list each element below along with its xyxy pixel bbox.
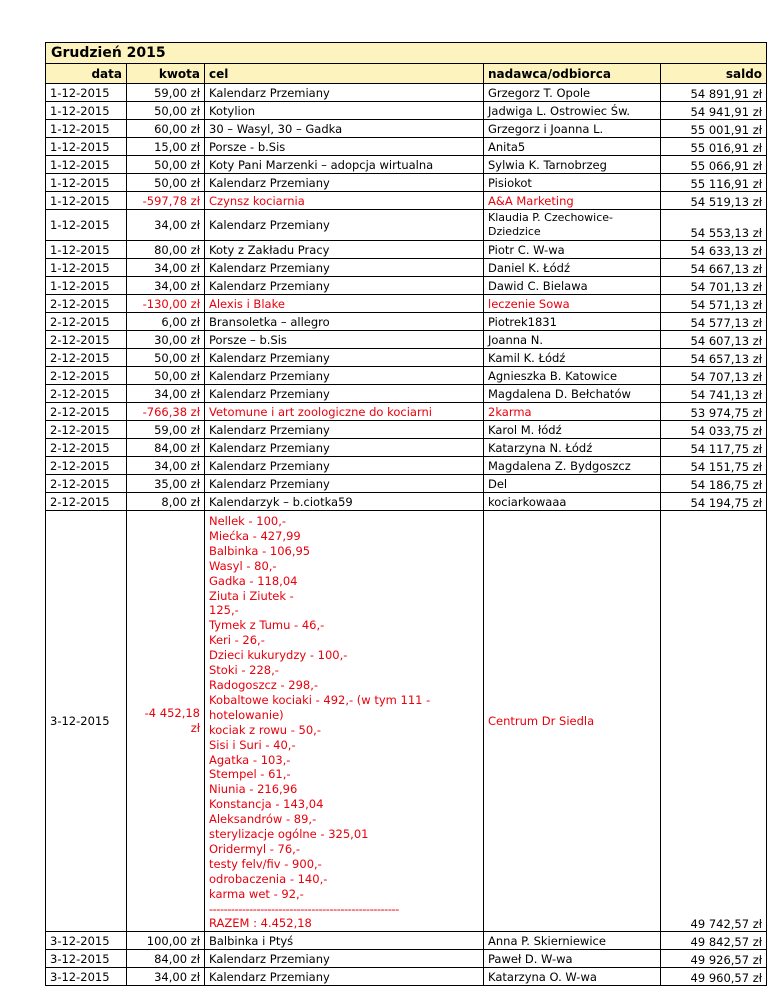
header-cel: cel: [205, 64, 484, 84]
purpose-breakdown-cell: [205, 511, 484, 932]
amount-cell: 34,00 zł: [127, 457, 205, 475]
breakdown-line: Gadka - 118,04: [209, 573, 298, 588]
breakdown-line: Nellek - 100,-: [209, 514, 287, 528]
amount-cell: 59,00 zł: [127, 421, 205, 439]
purpose-cell: Kotylion: [205, 102, 484, 120]
amount-cell: 34,00 zł: [127, 210, 205, 241]
amount-cell: 6,00 zł: [127, 313, 205, 331]
table-row: [46, 277, 767, 295]
purpose-cell: Bransoletka – allegro: [205, 313, 484, 331]
breakdown-line: kociak z rowu - 50,-: [209, 722, 321, 737]
sender-cell: Karol M. łódź: [484, 421, 661, 439]
amount-cell: 34,00 zł: [127, 259, 205, 277]
sender-cell: Pisiokot: [484, 174, 661, 192]
amount-cell: 50,00 zł: [127, 102, 205, 120]
purpose-cell: Kalendarz Przemiany: [205, 950, 484, 968]
header-saldo: saldo: [661, 64, 767, 84]
amount-currency: zł: [190, 721, 200, 736]
breakdown-line: Agatka - 103,-: [209, 752, 291, 767]
breakdown-line: Kobaltowe kociaki - 492,- (w tym 111 -: [209, 692, 431, 707]
amount-cell: 50,00 zł: [127, 174, 205, 192]
purpose-cell: Koty Pani Marzenki – adopcja wirtualna: [205, 156, 484, 174]
table-row: [46, 138, 767, 156]
balance-cell: 54 151,75 zł: [661, 457, 767, 475]
date-cell: 1-12-2015: [46, 84, 127, 102]
date-cell: 3-12-2015: [46, 968, 127, 986]
page-title: Grudzień 2015: [46, 43, 767, 64]
table-row: [46, 102, 767, 120]
sender-cell: leczenie Sowa: [484, 295, 661, 313]
balance-cell: 54 194,75 zł: [661, 493, 767, 511]
balance-cell: 54 607,13 zł: [661, 331, 767, 349]
sender-cell: Sylwia K. Tarnobrzeg: [484, 156, 661, 174]
table-row: [46, 950, 767, 968]
title-row: [46, 43, 767, 64]
ledger-table: [45, 42, 767, 986]
table-row: [46, 210, 767, 241]
amount-cell: 8,00 zł: [127, 493, 205, 511]
sender-cell: Anita5: [484, 138, 661, 156]
sender-cell: Anna P. Skierniewice: [484, 932, 661, 950]
table-row: [46, 367, 767, 385]
sender-cell: Centrum Dr Siedla: [484, 511, 661, 932]
date-cell: 2-12-2015: [46, 421, 127, 439]
breakdown-line: testy felv/fiv - 900,-: [209, 856, 322, 871]
date-cell: 1-12-2015: [46, 120, 127, 138]
purpose-cell: Kalendarz Przemiany: [205, 84, 484, 102]
breakdown-line: Stoki - 228,-: [209, 663, 279, 678]
amount-cell: 50,00 zł: [127, 349, 205, 367]
purpose-cell: Kalendarz Przemiany: [205, 968, 484, 986]
breakdown-line: Keri - 26,-: [209, 633, 265, 648]
amount-cell: 15,00 zł: [127, 138, 205, 156]
breakdown-line: Balbinka - 106,95: [209, 543, 311, 558]
purpose-cell: Kalendarz Przemiany: [205, 421, 484, 439]
table-row: [46, 403, 767, 421]
breakdown-line: karma wet - 92,-: [209, 886, 304, 901]
amount-cell: 34,00 zł: [127, 968, 205, 986]
sender-cell: Joanna N.: [484, 331, 661, 349]
table-row: [46, 192, 767, 210]
date-cell: 1-12-2015: [46, 174, 127, 192]
date-cell: 2-12-2015: [46, 313, 127, 331]
sender-cell: Kamil K. Łódź: [484, 349, 661, 367]
date-cell: 3-12-2015: [46, 511, 127, 932]
balance-cell: 54 707,13 zł: [661, 367, 767, 385]
date-cell: 2-12-2015: [46, 439, 127, 457]
breakdown-line: Wasyl - 80,-: [209, 558, 277, 573]
sender-cell: Katarzyna N. Łódź: [484, 439, 661, 457]
sender-cell: Grzegorz i Joanna L.: [484, 120, 661, 138]
breakdown-line: Aleksandrów - 89,-: [209, 812, 317, 827]
sender-cell: Magdalena D. Bełchatów: [484, 385, 661, 403]
balance-cell: 54 633,13 zł: [661, 241, 767, 259]
balance-cell: 49 742,57 zł: [661, 511, 767, 932]
sender-cell: Piotr C. W-wa: [484, 241, 661, 259]
sender-cell: A&A Marketing: [484, 192, 661, 210]
amount-cell: 30,00 zł: [127, 331, 205, 349]
purpose-cell: Czynsz kociarnia: [205, 192, 484, 210]
date-cell: 2-12-2015: [46, 475, 127, 493]
sender-cell: Paweł D. W-wa: [484, 950, 661, 968]
breakdown-line: Oridermyl - 76,-: [209, 841, 300, 856]
date-cell: 1-12-2015: [46, 277, 127, 295]
purpose-cell: Kalendarz Przemiany: [205, 210, 484, 241]
sender-cell: Dawid C. Bielawa: [484, 277, 661, 295]
balance-cell: 55 016,91 zł: [661, 138, 767, 156]
amount-cell: 34,00 zł: [127, 277, 205, 295]
table-row: [46, 331, 767, 349]
date-cell: 2-12-2015: [46, 385, 127, 403]
sender-cell: Piotrek1831: [484, 313, 661, 331]
amount-cell: 60,00 zł: [127, 120, 205, 138]
sender-cell: Magdalena Z. Bydgoszcz: [484, 457, 661, 475]
table-row: [46, 385, 767, 403]
breakdown-line: hotelowanie): [209, 707, 284, 722]
amount-cell: -130,00 zł: [127, 295, 205, 313]
amount-value: -4 452,18: [144, 706, 200, 721]
amount-cell: [127, 511, 205, 932]
date-cell: 2-12-2015: [46, 367, 127, 385]
breakdown-line: ----------------------------------------------------: [209, 901, 399, 916]
purpose-cell: Porsze – b.Sis: [205, 331, 484, 349]
balance-cell: 54 577,13 zł: [661, 313, 767, 331]
table-row: [46, 313, 767, 331]
balance-cell: 54 941,91 zł: [661, 102, 767, 120]
date-cell: 1-12-2015: [46, 241, 127, 259]
balance-cell: 49 926,57 zł: [661, 950, 767, 968]
breakdown-line: Miećka - 427,99: [209, 528, 301, 543]
sender-cell: Katarzyna O. W-wa: [484, 968, 661, 986]
table-row: [46, 174, 767, 192]
sender-cell: Del: [484, 475, 661, 493]
purpose-cell: Kalendarz Przemiany: [205, 385, 484, 403]
table-row: [46, 349, 767, 367]
purpose-cell: Koty z Zakładu Pracy: [205, 241, 484, 259]
table-row-expense-breakdown: [46, 511, 767, 932]
sender-cell: Agnieszka B. Katowice: [484, 367, 661, 385]
balance-cell: 54 701,13 zł: [661, 277, 767, 295]
purpose-cell: Kalendarz Przemiany: [205, 475, 484, 493]
balance-cell: 54 741,13 zł: [661, 385, 767, 403]
breakdown-line: Ziuta i Ziutek -: [209, 588, 294, 603]
amount-cell: 34,00 zł: [127, 385, 205, 403]
purpose-cell: 30 – Wasyl, 30 – Gadka: [205, 120, 484, 138]
breakdown-line: Tymek z Tumu - 46,-: [209, 618, 325, 633]
breakdown-line: Konstancja - 143,04: [209, 797, 324, 812]
table-row: [46, 295, 767, 313]
purpose-cell: Kalendarz Przemiany: [205, 349, 484, 367]
purpose-cell: Vetomune i art zoologiczne do kociarni: [205, 403, 484, 421]
balance-cell: 54 519,13 zł: [661, 192, 767, 210]
table-row: [46, 84, 767, 102]
date-cell: 2-12-2015: [46, 457, 127, 475]
table-row: [46, 439, 767, 457]
date-cell: 2-12-2015: [46, 349, 127, 367]
header-data: data: [46, 64, 127, 84]
date-cell: 1-12-2015: [46, 138, 127, 156]
table-row: [46, 475, 767, 493]
sender-cell: kociarkowaaa: [484, 493, 661, 511]
breakdown-line: Niunia - 216,96: [209, 782, 298, 797]
purpose-cell: Kalendarz Przemiany: [205, 367, 484, 385]
purpose-cell: Kalendarzyk – b.ciotka59: [205, 493, 484, 511]
purpose-cell: Balbinka i Ptyś: [205, 932, 484, 950]
balance-cell: 54 553,13 zł: [661, 210, 767, 241]
breakdown-line: 125,-: [209, 603, 239, 618]
purpose-cell: Kalendarz Przemiany: [205, 259, 484, 277]
purpose-cell: Kalendarz Przemiany: [205, 457, 484, 475]
purpose-cell: Kalendarz Przemiany: [205, 439, 484, 457]
table-row: [46, 120, 767, 138]
sender-cell: Grzegorz T. Opole: [484, 84, 661, 102]
date-cell: 1-12-2015: [46, 192, 127, 210]
breakdown-line: Sisi i Suri - 40,-: [209, 737, 296, 752]
table-row: [46, 421, 767, 439]
table-row: [46, 968, 767, 986]
balance-cell: 54 657,13 zł: [661, 349, 767, 367]
date-cell: 1-12-2015: [46, 210, 127, 241]
balance-cell: 54 186,75 zł: [661, 475, 767, 493]
table-row: [46, 156, 767, 174]
sender-cell: Klaudia P. Czechowice-Dziedzice: [484, 210, 661, 241]
balance-cell: 55 001,91 zł: [661, 120, 767, 138]
purpose-cell: Alexis i Blake: [205, 295, 484, 313]
breakdown-line: RAZEM : 4.452,18: [209, 916, 312, 931]
sender-cell: Daniel K. Łódź: [484, 259, 661, 277]
balance-cell: 54 891,91 zł: [661, 84, 767, 102]
balance-cell: 53 974,75 zł: [661, 403, 767, 421]
purpose-cell: Kalendarz Przemiany: [205, 277, 484, 295]
header-nadawca: nadawca/odbiorca: [484, 64, 661, 84]
amount-cell: 84,00 zł: [127, 439, 205, 457]
ledger: [45, 42, 767, 986]
date-cell: 3-12-2015: [46, 950, 127, 968]
amount-cell: 84,00 zł: [127, 950, 205, 968]
breakdown-line: Radogoszcz - 298,-: [209, 677, 319, 692]
breakdown-line: Dzieci kukurydzy - 100,-: [209, 648, 348, 663]
amount-cell: -597,78 zł: [127, 192, 205, 210]
table-row: [46, 457, 767, 475]
amount-cell: -766,38 zł: [127, 403, 205, 421]
table-row: [46, 241, 767, 259]
date-cell: 1-12-2015: [46, 156, 127, 174]
date-cell: 1-12-2015: [46, 102, 127, 120]
balance-cell: 54 033,75 zł: [661, 421, 767, 439]
balance-cell: 55 116,91 zł: [661, 174, 767, 192]
date-cell: 2-12-2015: [46, 403, 127, 421]
balance-cell: 55 066,91 zł: [661, 156, 767, 174]
table-row: [46, 259, 767, 277]
date-cell: 2-12-2015: [46, 331, 127, 349]
balance-cell: 54 117,75 zł: [661, 439, 767, 457]
amount-cell: 50,00 zł: [127, 367, 205, 385]
amount-cell: 100,00 zł: [127, 932, 205, 950]
balance-cell: 49 842,57 zł: [661, 932, 767, 950]
amount-cell: 80,00 zł: [127, 241, 205, 259]
breakdown-line: odrobaczenia - 140,-: [209, 871, 328, 886]
date-cell: 2-12-2015: [46, 493, 127, 511]
purpose-cell: Porsze - b.Sis: [205, 138, 484, 156]
breakdown-line: Stempel - 61,-: [209, 767, 291, 782]
sender-cell: 2karma: [484, 403, 661, 421]
table-row: [46, 932, 767, 950]
date-cell: 2-12-2015: [46, 295, 127, 313]
amount-cell: 50,00 zł: [127, 156, 205, 174]
sender-cell: Jadwiga L. Ostrowiec Św.: [484, 102, 661, 120]
date-cell: 1-12-2015: [46, 259, 127, 277]
amount-cell: 59,00 zł: [127, 84, 205, 102]
header-row: [46, 64, 767, 84]
amount-cell: 35,00 zł: [127, 475, 205, 493]
table-row: [46, 493, 767, 511]
balance-cell: 54 667,13 zł: [661, 259, 767, 277]
balance-cell: 49 960,57 zł: [661, 968, 767, 986]
purpose-cell: Kalendarz Przemiany: [205, 174, 484, 192]
header-kwota: kwota: [127, 64, 205, 84]
date-cell: 3-12-2015: [46, 932, 127, 950]
breakdown-line: sterylizacje ogólne - 325,01: [209, 827, 369, 842]
balance-cell: 54 571,13 zł: [661, 295, 767, 313]
